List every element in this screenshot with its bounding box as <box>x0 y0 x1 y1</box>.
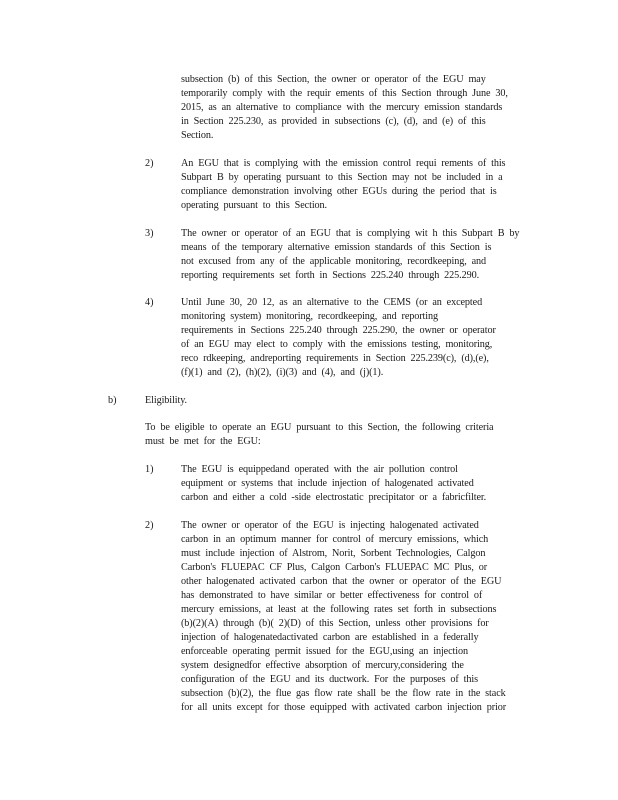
text-line: monitoring system) monitoring, recordkeeping, and reporting <box>181 311 438 322</box>
item-number: 4) <box>145 297 154 308</box>
text-line: (b)(2)(A) through (b)( 2)(D) of this Section, unless other provisions for <box>181 618 489 629</box>
text-line: Subpart B by operating pursuant to this Section may not be included in a <box>181 172 503 183</box>
text-line: Section. <box>181 130 214 141</box>
text-line: The owner or operator of the EGU is injecting halogenated activated <box>181 520 479 531</box>
text-line: must be met for the EGU: <box>145 436 261 447</box>
text-line: must include injection of Alstrom, Norit, Sorbent Technologies, Calgon <box>181 548 486 559</box>
text-line: reco rdkeeping, andreporting requirements in Section 225.239(c), (d),(e), <box>181 353 489 364</box>
item-number: 2) <box>145 158 154 169</box>
text-line: system designedfor effective absorption of mercury,considering the <box>181 660 464 671</box>
text-line: subsection (b)(2), the flue gas flow rate shall be the flow rate in the stack <box>181 688 506 699</box>
text-line: injection of halogenatedactivated carbon are established in a federally <box>181 632 479 643</box>
text-line: Carbon's FLUEPAC CF Plus, Calgon Carbon's FLUEPAC MC Plus, or <box>181 562 488 573</box>
text-line: temporarily comply with the requir ements of this Section through June 30, <box>181 88 508 99</box>
text-line: configuration of the EGU and its ductwork. For the purposes of this <box>181 674 478 685</box>
text-line: Until June 30, 20 12, as an alternative to the CEMS (or an excepted <box>181 297 483 308</box>
text-line: carbon in an optimum manner for control of mercury emissions, which <box>181 534 489 545</box>
text-line: An EGU that is complying with the emission control requi rements of this <box>181 158 506 169</box>
text-line: 2015, as an alternative to compliance with the mercury emission standards <box>181 102 503 113</box>
text-line: in Section 225.230, as provided in subsections (c), (d), and (e) of this <box>181 116 486 127</box>
text-line: carbon and either a cold -side electrostatic precipitator or a fabricfilter. <box>181 492 487 503</box>
text-line: for all units except for those equipped with activated carbon injection prior <box>181 702 507 713</box>
text-line: means of the temporary alternative emission standards of this Section is <box>181 242 492 253</box>
text-line: equipment or systems that include injection of halogenated activated <box>181 478 474 489</box>
text-line: To be eligible to operate an EGU pursuant to this Section, the following criteria <box>145 422 494 433</box>
text-line: The owner or operator of an EGU that is complying wit h this Subpart B by <box>181 228 520 239</box>
text-line: other halogenated activated carbon that the owner or operator of the EGU <box>181 576 502 587</box>
item-number: 3) <box>145 228 154 239</box>
item-number: 2) <box>145 520 154 531</box>
text-line: compliance demonstration involving other EGUs during the period that is <box>181 186 497 197</box>
item-number: 1) <box>145 464 154 475</box>
section-title: Eligibility. <box>145 395 188 406</box>
text-line: has demonstrated to have similar or better effectiveness for control of <box>181 590 483 601</box>
text-line: subsection (b) of this Section, the owner or operator of the EGU may <box>181 74 486 85</box>
text-line: enforceable operating permit issued for the EGU,using an injection <box>181 646 468 657</box>
text-line: requirements in Sections 225.240 through 225.290, the owner or operator <box>181 325 496 336</box>
text-line: (f)(1) and (2), (h)(2), (i)(3) and (4), and (j)(1). <box>181 367 384 378</box>
text-line: not excused from any of the applicable monitoring, recordkeeping, and <box>181 256 486 267</box>
text-line: of an EGU may elect to comply with the emissions testing, monitoring, <box>181 339 493 350</box>
section-label: b) <box>108 395 117 406</box>
text-line: The EGU is equippedand operated with the air pollution control <box>181 464 458 475</box>
text-line: reporting requirements set forth in Sections 225.240 through 225.290. <box>181 270 480 281</box>
text-line: operating pursuant to this Section. <box>181 200 327 211</box>
text-line: mercury emissions, at least at the following rates set forth in subsections <box>181 604 497 615</box>
